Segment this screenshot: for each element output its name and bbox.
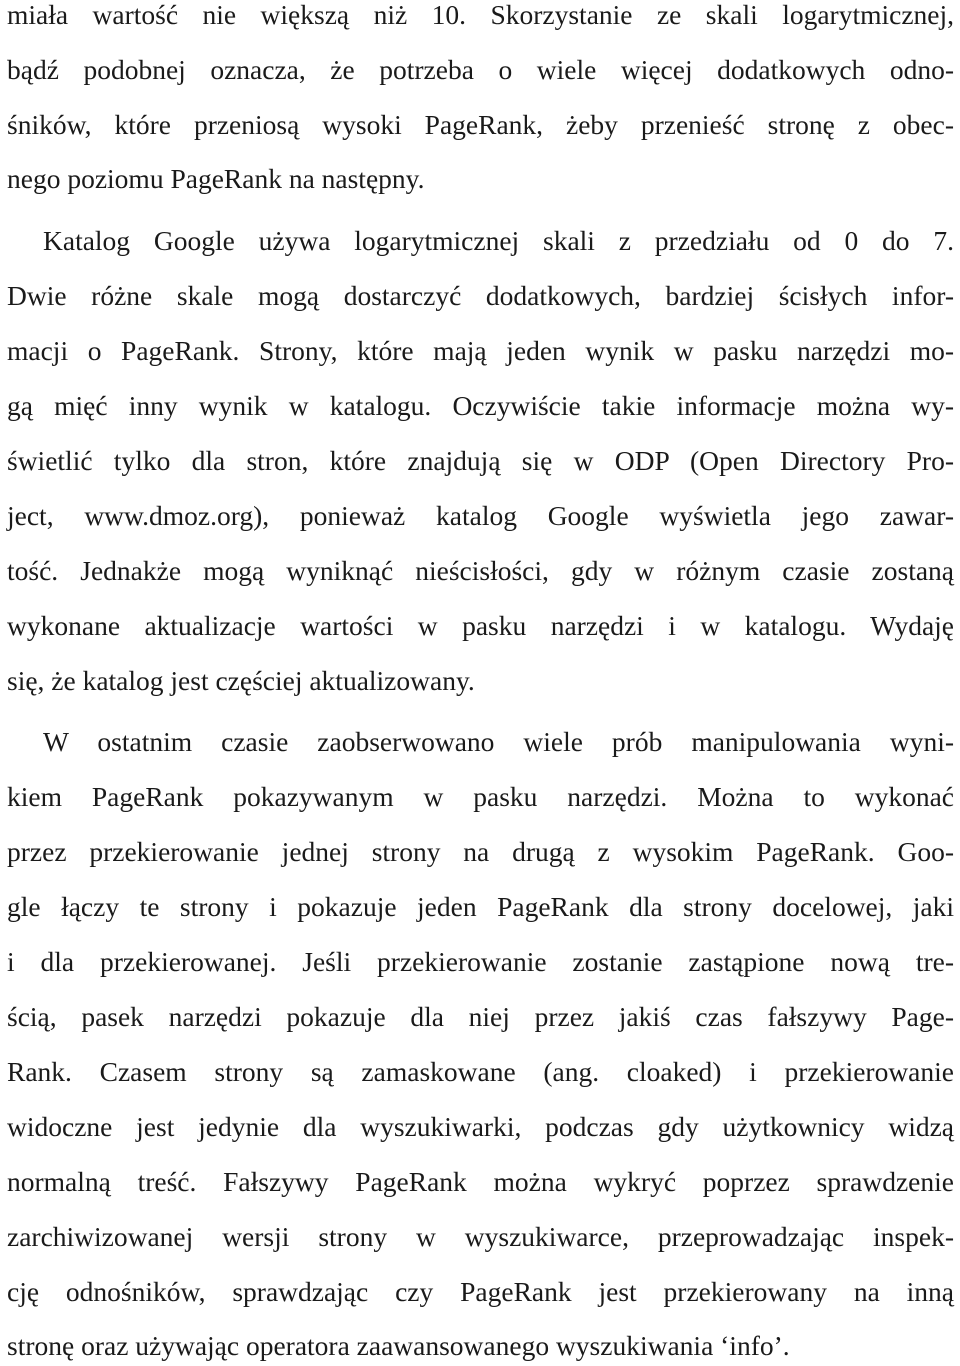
paragraph-line: kiem PageRank pokazywanym w pasku narzędzi. Można to wykonać <box>7 781 954 812</box>
paragraph-line: Rank. Czasem strony są zamaskowane (ang. cloaked) i przekierowanie <box>7 1056 954 1087</box>
paragraph-line: normalną treść. Fałszywy PageRank można wykryć poprzez sprawdzenie <box>7 1166 954 1197</box>
paragraph-line: zarchiwizowanej wersji strony w wyszukiwarce, przeprowadzając inspek- <box>7 1221 954 1252</box>
paragraph-line: Dwie różne skale mogą dostarczyć dodatkowych, bardziej ścisłych infor- <box>7 280 954 311</box>
paragraph-line: świetlić tylko dla stron, które znajdują się w ODP (Open Directory Pro- <box>7 445 954 476</box>
paragraph-line: przez przekierowanie jednej strony na drugą z wysokim PageRank. Goo- <box>7 836 954 867</box>
paragraph-line: się, że katalog jest częściej aktualizowany. <box>7 665 475 696</box>
paragraph-line: tość. Jednakże mogą wyniknąć nieścisłości, gdy w różnym czasie zostaną <box>7 555 954 586</box>
paragraph-line: gle łączy te strony i pokazuje jeden PageRank dla strony docelowej, jaki <box>7 891 954 922</box>
paragraph-line: nego poziomu PageRank na następny. <box>7 163 425 194</box>
paragraph-line: śników, które przeniosą wysoki PageRank, żeby przenieść stronę z obec- <box>7 109 954 140</box>
paragraph-line: bądź podobnej oznacza, że potrzeba o wiele więcej dodatkowych odno- <box>7 54 954 85</box>
paragraph-line: Katalog Google używa logarytmicznej skali z przedziału od 0 do 7. <box>43 225 954 256</box>
paragraph-line: stronę oraz używając operatora zaawansowanego wyszukiwania ‘info’. <box>7 1330 790 1361</box>
paragraph-line: macji o PageRank. Strony, które mają jeden wynik w pasku narzędzi mo- <box>7 335 954 366</box>
paragraph-line: wykonane aktualizacje wartości w pasku narzędzi i w katalogu. Wydaję <box>7 610 954 641</box>
paragraph-line: cję odnośników, sprawdzając czy PageRank jest przekierowany na inną <box>7 1276 954 1307</box>
paragraph-line: W ostatnim czasie zaobserwowano wiele prób manipulowania wyni- <box>43 726 954 757</box>
paragraph-line: widoczne jest jedynie dla wyszukiwarki, podczas gdy użytkownicy widzą <box>7 1111 954 1142</box>
paragraph-line: miała wartość nie większą niż 10. Skorzystanie ze skali logarytmicznej, <box>7 0 954 30</box>
paragraph-line: ścią, pasek narzędzi pokazuje dla niej przez jakiś czas fałszywy Page- <box>7 1001 954 1032</box>
paragraph-line: i dla przekierowanej. Jeśli przekierowanie zostanie zastąpione nową tre- <box>7 946 954 977</box>
paragraph-line: ject, www.dmoz.org), ponieważ katalog Google wyświetla jego zawar- <box>7 500 954 531</box>
paragraph-line: gą mięć inny wynik w katalogu. Oczywiście takie informacje można wy- <box>7 390 954 421</box>
